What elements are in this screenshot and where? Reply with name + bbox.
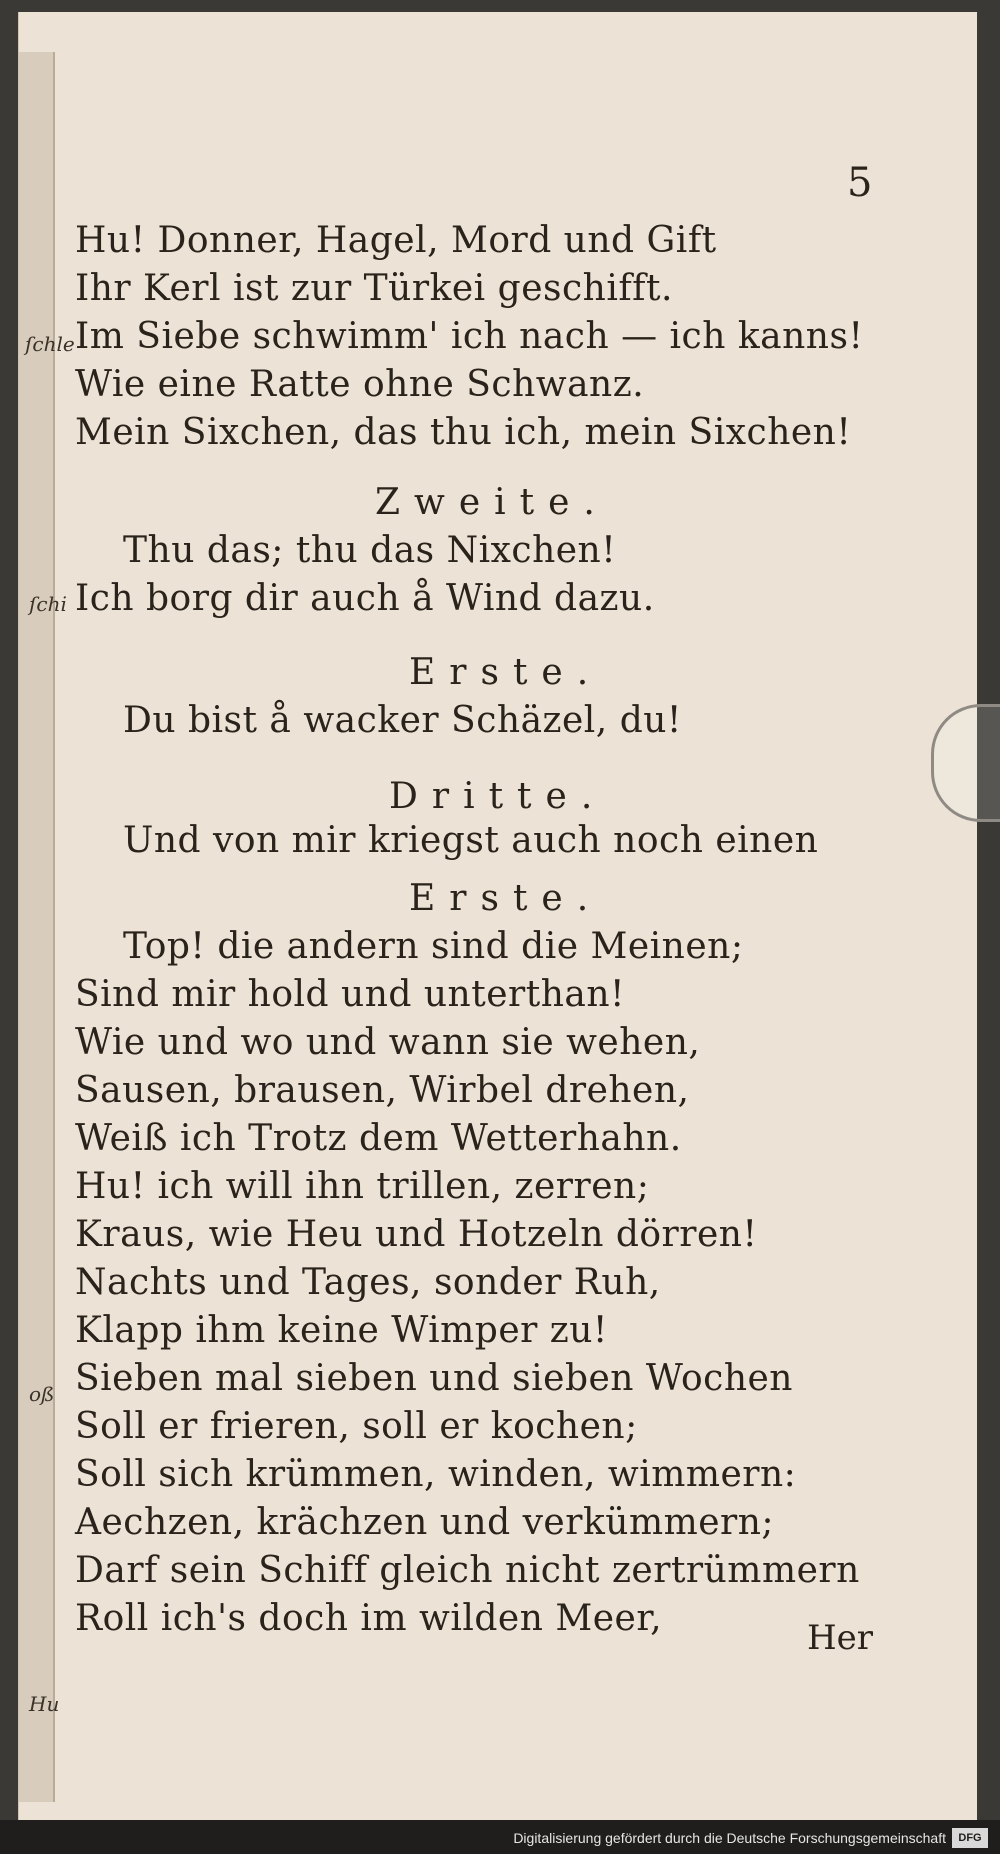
text-line: Weiß ich Trotz dem Wetterhahn. (75, 1118, 682, 1159)
text-line: Wie und wo und wann sie wehen, (75, 1022, 701, 1063)
page-number: 5 (847, 160, 873, 206)
text-line: Aechzen, krächzen und verkümmern; (75, 1502, 775, 1543)
edge-fragment: oß (29, 1382, 55, 1406)
speaker-heading: Dritte. (389, 776, 607, 817)
edge-fragment: ſchi (29, 592, 67, 616)
text-line: Nachts und Tages, sonder Ruh, (75, 1262, 661, 1303)
page-clip (931, 704, 1000, 822)
footer-bar (0, 1820, 1000, 1854)
text-line: Darf sein Schiff gleich nicht zertrümmern (75, 1550, 860, 1591)
text-line: Soll er frieren, soll er kochen; (75, 1406, 638, 1447)
text-line: Roll ich's doch im wilden Meer, (75, 1598, 663, 1639)
text-line: Im Siebe schwimm' ich nach — ich kanns! (75, 316, 864, 357)
text-line: Top! die andern sind die Meinen; (123, 926, 744, 967)
text-line: Hu! ich will ihn trillen, zerren; (75, 1166, 650, 1207)
catchword: Her (807, 1618, 874, 1658)
text-line: Du bist å wacker Schäzel, du! (123, 700, 682, 741)
text-line: Ich borg dir auch å Wind dazu. (75, 578, 655, 619)
edge-fragment: Hu (29, 1692, 60, 1716)
book-page (18, 12, 977, 1820)
text-line: Wie eine Ratte ohne Schwanz. (75, 364, 645, 405)
text-line: Mein Sixchen, das thu ich, mein Sixchen! (75, 412, 852, 453)
dfg-logo-icon: DFG (952, 1828, 988, 1848)
text-line: Ihr Kerl ist zur Türkei geschifft. (75, 268, 673, 309)
text-line: Sieben mal sieben und sieben Wochen (75, 1358, 793, 1399)
text-line: Soll sich krümmen, winden, wimmern: (75, 1454, 797, 1495)
edge-fragment: ſchle (25, 332, 75, 356)
speaker-heading: Zweite. (375, 482, 609, 523)
speaker-heading: Erste. (409, 652, 603, 693)
text-line: Kraus, wie Heu und Hotzeln dörren! (75, 1214, 758, 1255)
text-line: Sausen, brausen, Wirbel drehen, (75, 1070, 690, 1111)
funding-credit: Digitalisierung gefördert durch die Deutsche Forschungsgemeinschaft (513, 1830, 946, 1846)
text-line: Thu das; thu das Nixchen! (123, 530, 617, 571)
text-line: Sind mir hold und unterthan! (75, 974, 625, 1015)
speaker-heading: Erste. (409, 878, 603, 919)
text-line: Klapp ihm keine Wimper zu! (75, 1310, 608, 1351)
text-line: Hu! Donner, Hagel, Mord und Gift (75, 220, 717, 261)
previous-page-edge (19, 52, 75, 1802)
text-line: Und von mir kriegst auch noch einen (123, 820, 819, 861)
